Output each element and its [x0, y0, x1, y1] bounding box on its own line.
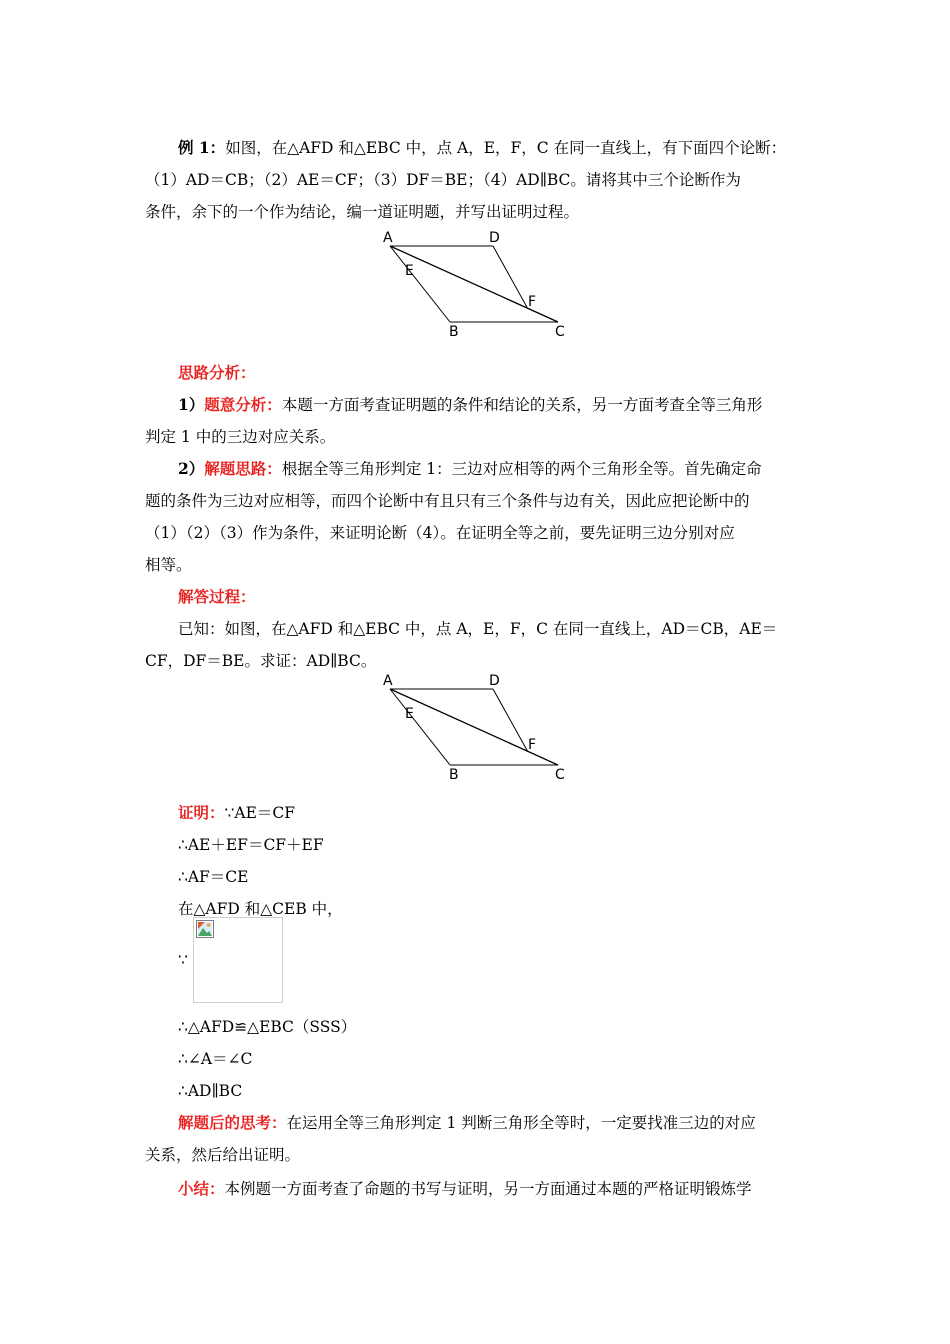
summary-label: 小结： [178, 1179, 225, 1198]
given-line-2: CF，DF＝BE。求证：AD∥BC。 [145, 652, 377, 670]
point-label-f: F [528, 737, 537, 753]
analysis-p2-line-4: 相等。 [145, 556, 192, 574]
point-label-a: A [383, 673, 393, 689]
reflection-text-1: 在运用全等三角形判定 1 判断三角形全等时，一定要找准三边的对应 [286, 1114, 756, 1132]
analysis-p2-num: 2） [178, 459, 205, 478]
analysis-p1-label: 题意分析： [204, 395, 282, 414]
segment-ac [390, 246, 558, 322]
point-label-f: F [528, 294, 537, 310]
given-line-1: 已知：如图，在△AFD 和△EBC 中，点 A，E，F，C 在同一直线上，AD＝CB，AE＝ [178, 620, 778, 638]
segment-df [493, 246, 528, 309]
summary-line-1 [178, 1179, 810, 1199]
example-text-1: 如图，在△AFD 和△EBC 中，点 A，E，F，C 在同一直线上，有下面四个论断： [225, 139, 787, 157]
analysis-p2-line-2: 题的条件为三边对应相等，而四个论断中有且只有三个条件与边有关，因此应把论断中的 [145, 492, 750, 510]
geometry-figure-1 [375, 226, 575, 344]
broken-image-icon [196, 920, 214, 938]
point-label-c: C [555, 767, 565, 783]
segment-ac [390, 689, 558, 765]
segment-ab [390, 689, 450, 765]
proof-step-3: ∴AF＝CE [178, 868, 249, 886]
example-line-3: 条件，余下的一个作为结论，编一道证明题，并写出证明过程。 [145, 203, 580, 221]
proof-step-7: ∴AD∥BC [178, 1082, 243, 1100]
proof-step-6: ∴∠A＝∠C [178, 1050, 253, 1068]
point-label-a: A [383, 230, 393, 246]
analysis-p1-line-2: 判定 1 中的三边对应关系。 [145, 428, 336, 446]
point-label-b: B [449, 767, 459, 783]
proof-step-1: ∵AE＝CF [224, 804, 295, 822]
example-line-2: （1）AD＝CB；（2）AE＝CF；（3）DF＝BE；（4）AD∥BC。请将其中三个论断作为 [145, 171, 741, 189]
solution-heading: 解答过程： [178, 587, 256, 606]
point-label-e: E [405, 263, 414, 279]
proof-label: 证明： [178, 803, 225, 822]
proof-line-1 [178, 803, 810, 823]
example-label: 例 1： [178, 138, 226, 157]
point-label-e: E [405, 706, 414, 722]
analysis-p2-line-3: （1）（2）（3）作为条件，来证明论断（4）。在证明全等之前，要先证明三边分别对应 [145, 524, 735, 542]
geometry-figure-2 [375, 669, 575, 787]
analysis-p1-text: 本题一方面考查证明题的条件和结论的关系，另一方面考查全等三角形 [281, 396, 763, 414]
reflection-label: 解题后的思考： [178, 1113, 287, 1132]
point-label-b: B [449, 324, 459, 340]
summary-text-1: 本例题一方面考查了命题的书写与证明，另一方面通过本题的严格证明锻炼学 [224, 1180, 752, 1198]
proof-step-5: ∴△AFD≌△EBC（SSS） [178, 1018, 357, 1036]
example-line-1 [178, 138, 810, 158]
reflection-line-1 [178, 1113, 810, 1133]
proof-because: ∵ [178, 951, 188, 969]
reflection-line-2: 关系，然后给出证明。 [145, 1146, 301, 1164]
point-label-d: D [489, 230, 500, 246]
point-label-d: D [489, 673, 500, 689]
proof-step-2: ∴AE＋EF＝CF＋EF [178, 836, 324, 854]
point-label-c: C [555, 324, 565, 340]
proof-step-4: 在△AFD 和△CEB 中， [178, 900, 343, 918]
analysis-heading: 思路分析： [178, 363, 256, 382]
segment-ab [390, 246, 450, 322]
segment-df [493, 689, 528, 752]
analysis-p1-line-1 [178, 395, 810, 415]
analysis-p2-text: 根据全等三角形判定 1：三边对应相等的两个三角形全等。首先确定命 [281, 460, 762, 478]
analysis-p2-label: 解题思路： [204, 459, 282, 478]
analysis-p2-line-1 [178, 459, 810, 479]
analysis-p1-num: 1） [178, 395, 205, 414]
